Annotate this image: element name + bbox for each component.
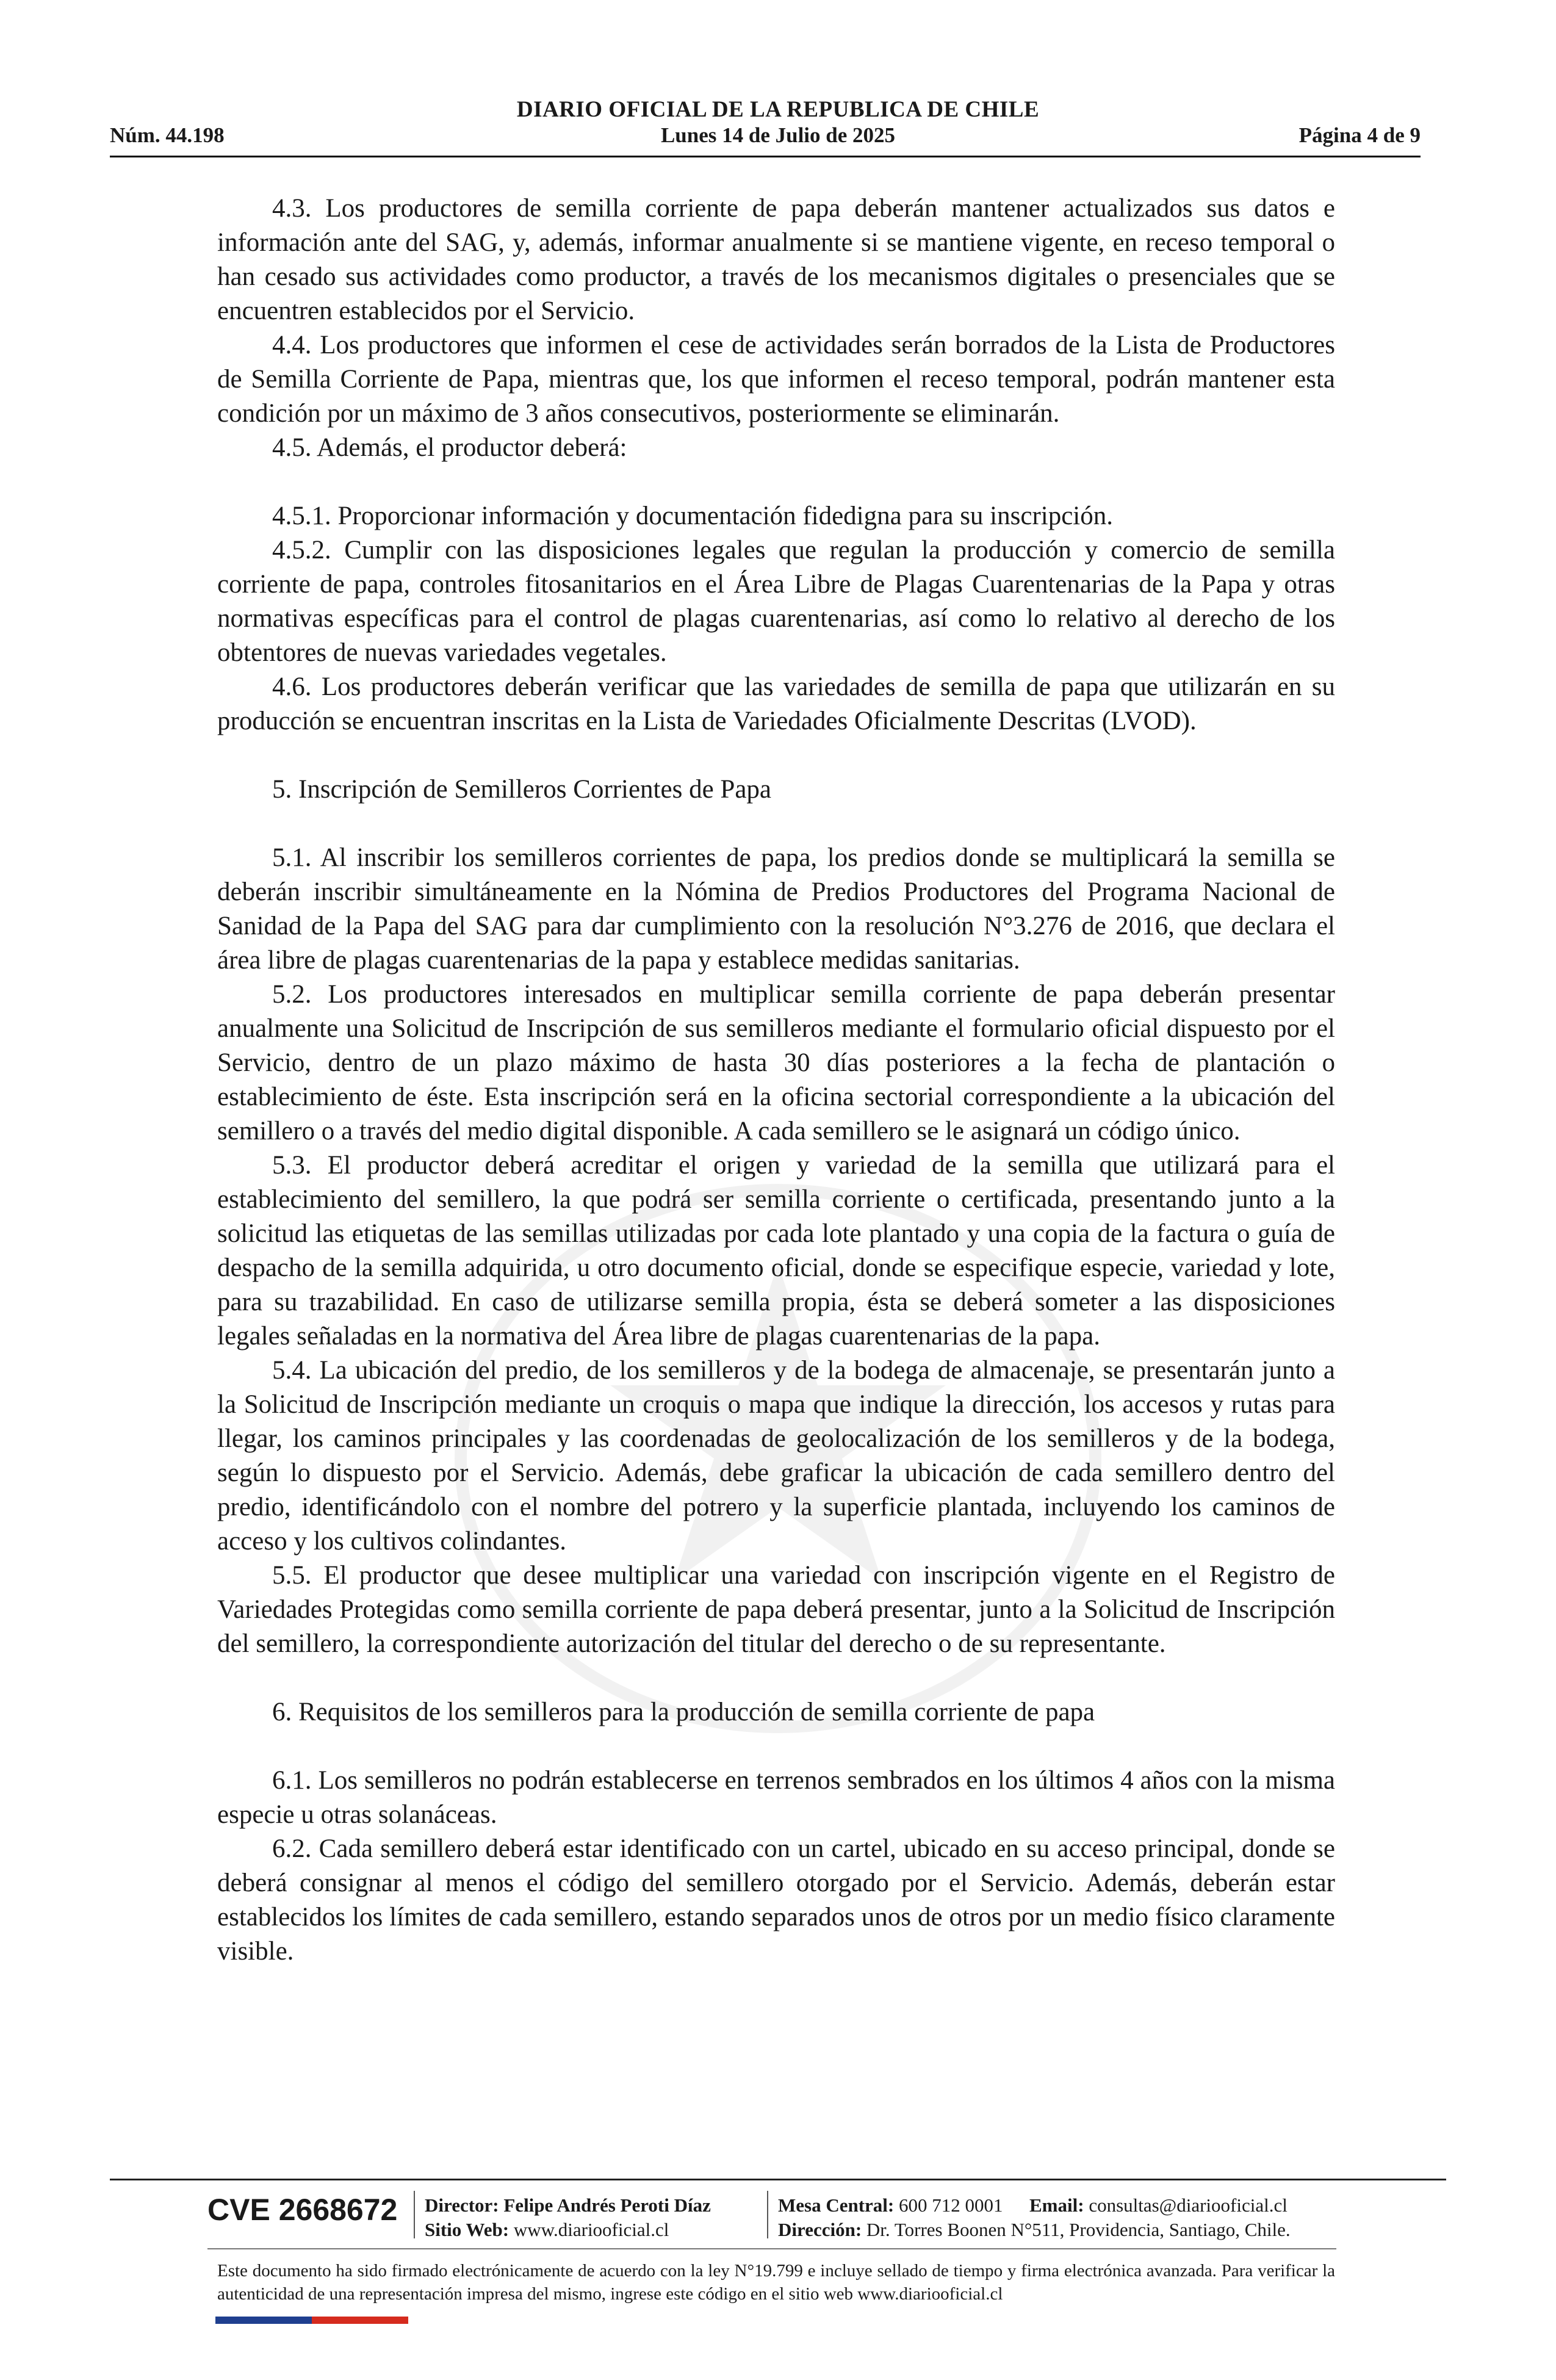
phone-number: 600 712 0001 xyxy=(899,2194,1003,2216)
document-body xyxy=(217,192,1335,1969)
paragraph-4-4: 4.4. Los productores que informen el cese de actividades serán borrados de la Lista de Productores de Semilla Corriente de Papa, mientras que, los que informen el receso temporal, podrán mantener esta condición por un máximo de 3 años consecutivos, posteriormente se eliminarán. xyxy=(217,331,1335,428)
paragraph-4-5: 4.5. Además, el productor deberá: xyxy=(272,433,627,462)
paragraph-5-3: 5.3. El productor deberá acreditar el origen y variedad de la semilla que utilizará para el establecimiento del semillero, la que podrá ser semilla corriente o certificada, presentando junto a la solicitud las etiquetas de las semillas utilizadas por cada lote plantado y una copia de la factura o guía de despacho de la semilla adquirida, u otro documento oficial, donde se especifique especie, variedad y lote, para su trazabilidad. En caso de utilizarse semilla propia, ésta se deberá someter a las disposiciones legales señaladas en la normativa del Área libre de plagas cuarentenarias de la papa. xyxy=(217,1151,1335,1350)
paragraph-6-1: 6.1. Los semilleros no podrán establecerse en terrenos sembrados en los últimos 4 años con la misma especie u otras solanáceas. xyxy=(217,1766,1335,1829)
cve-code: CVE 2668672 xyxy=(207,2193,398,2227)
issue-date: Lunes 14 de Julio de 2025 xyxy=(660,123,896,147)
gazette-title: DIARIO OFICIAL DE LA REPUBLICA DE CHILE xyxy=(516,97,1040,122)
footer-separator xyxy=(414,2191,415,2238)
paragraph-5-5: 5.5. El productor que desee multiplicar una variedad con inscripción vigente en el Registro de Variedades Protegidas como semilla corriente de papa deberá presentar, junto a la Solicitud de Inscripción del semillero, la correspondiente autorización del titular del derecho o de su representante. xyxy=(217,1561,1335,1658)
issue-number: Núm. 44.198 xyxy=(110,123,225,147)
footer-contact-block xyxy=(778,2193,1291,2242)
flag-blue-segment xyxy=(215,2317,312,2324)
footer-divider xyxy=(110,2179,1446,2180)
email-address[interactable]: consultas@diariooficial.cl xyxy=(1089,2194,1288,2216)
paragraph-4-3: 4.3. Los productores de semilla corriente de papa deberán mantener actualizados sus datos e información ante del SAG, y, además, informar anualmente si se mantiene vigente, en receso temporal o han cesado sus actividades como productor, a través de los mecanismos digitales o presenciales que se encuentren establecidos por el Servicio. xyxy=(217,194,1335,325)
website-label: Sitio Web: xyxy=(425,2219,510,2240)
paragraph-5-1: 5.1. Al inscribir los semilleros corrientes de papa, los predios donde se multiplicará la semilla se deberán inscribir simultáneamente en la Nómina de Predios Productores del Programa Nacional de Sanidad de la Papa del SAG para dar cumplimiento con la resolución N°3.276 de 2016, que declara el área libre de plagas cuarentenarias de la papa y establece medidas sanitarias. xyxy=(217,843,1335,975)
footer-inner-divider xyxy=(207,2248,1336,2249)
page-indicator: Página 4 de 9 xyxy=(1298,123,1421,147)
paragraph-4-5-2: 4.5.2. Cumplir con las disposiciones legales que regulan la producción y comercio de semilla corriente de papa, controles fitosanitarios en el Área Libre de Plagas Cuarentenarias de la Papa y otras normativas específicas para el control de plagas cuarentenarias, así como lo relativo al derecho de los obtentores de nuevas variedades vegetales. xyxy=(217,536,1335,667)
address-value: Dr. Torres Boonen N°511, Providencia, Santiago, Chile. xyxy=(866,2219,1291,2240)
paragraph-5-4: 5.4. La ubicación del predio, de los semilleros y de la bodega de almacenaje, se presentarán junto a la Solicitud de Inscripción mediante un croquis o mapa que indique la dirección, los accesos y rutas para llegar, los caminos principales y las coordenadas de geolocalización de los semilleros y de la bodega, según lo dispuesto por el Servicio. Además, debe graficar la ubicación de cada semillero dentro del predio, identificándolo con el nombre del potrero y la superficie plantada, incluyendo los caminos de acceso y los cultivos colindantes. xyxy=(217,1356,1335,1556)
footer-separator xyxy=(767,2191,768,2238)
paragraph-6-2: 6.2. Cada semillero deberá estar identificado con un cartel, ubicado en su acceso principal, donde se deberá consignar al menos el código del semillero otorgado por el Servicio. Además, deberán estar establecidos los límites de cada semillero, estando separados unos de otros por un medio físico claramente visible. xyxy=(217,1834,1335,1966)
paragraph-5-2: 5.2. Los productores interesados en multiplicar semilla corriente de papa deberán presentar anualmente una Solicitud de Inscripción de sus semilleros mediante el formulario oficial dispuesto por el Servicio, dentro de un plazo máximo de hasta 30 días posteriores a la fecha de plantación o establecimiento de éste. Esta inscripción será en la oficina sectorial correspondiente a la ubicación del semillero o a través del medio digital disponible. A cada semillero se le asignará un código único. xyxy=(217,980,1335,1145)
chile-flag-stripe xyxy=(215,2317,408,2324)
website-link[interactable]: www.diariooficial.cl xyxy=(513,2219,669,2240)
address-label: Dirección: xyxy=(778,2219,862,2240)
section-heading-5: 5. Inscripción de Semilleros Corrientes de Papa xyxy=(272,775,771,804)
director-label: Director: xyxy=(425,2194,499,2216)
flag-red-segment xyxy=(312,2317,408,2324)
paragraph-4-5-1: 4.5.1. Proporcionar información y documentación fidedigna para su inscripción. xyxy=(272,502,1113,530)
header-divider xyxy=(110,156,1421,157)
footer-director-block xyxy=(425,2193,711,2242)
director-name: Felipe Andrés Peroti Díaz xyxy=(503,2194,711,2216)
paragraph-4-6: 4.6. Los productores deberán verificar que las variedades de semilla de papa que utilizarán en su producción se encuentran inscritas en la Lista de Variedades Oficialmente Descritas (LVOD). xyxy=(217,673,1335,735)
email-label: Email: xyxy=(1029,2194,1084,2216)
phone-label: Mesa Central: xyxy=(778,2194,895,2216)
section-heading-6: 6. Requisitos de los semilleros para la producción de semilla corriente de papa xyxy=(272,1698,1095,1726)
electronic-signature-notice: Este documento ha sido firmado electrónicamente de acuerdo con la ley N°19.799 e incluye sellado de tiempo y firma electrónica avanzada. Para verificar la autenticidad de una representación impresa del mismo, ingrese este código en el sitio web www.diariooficial.cl xyxy=(217,2261,1335,2304)
